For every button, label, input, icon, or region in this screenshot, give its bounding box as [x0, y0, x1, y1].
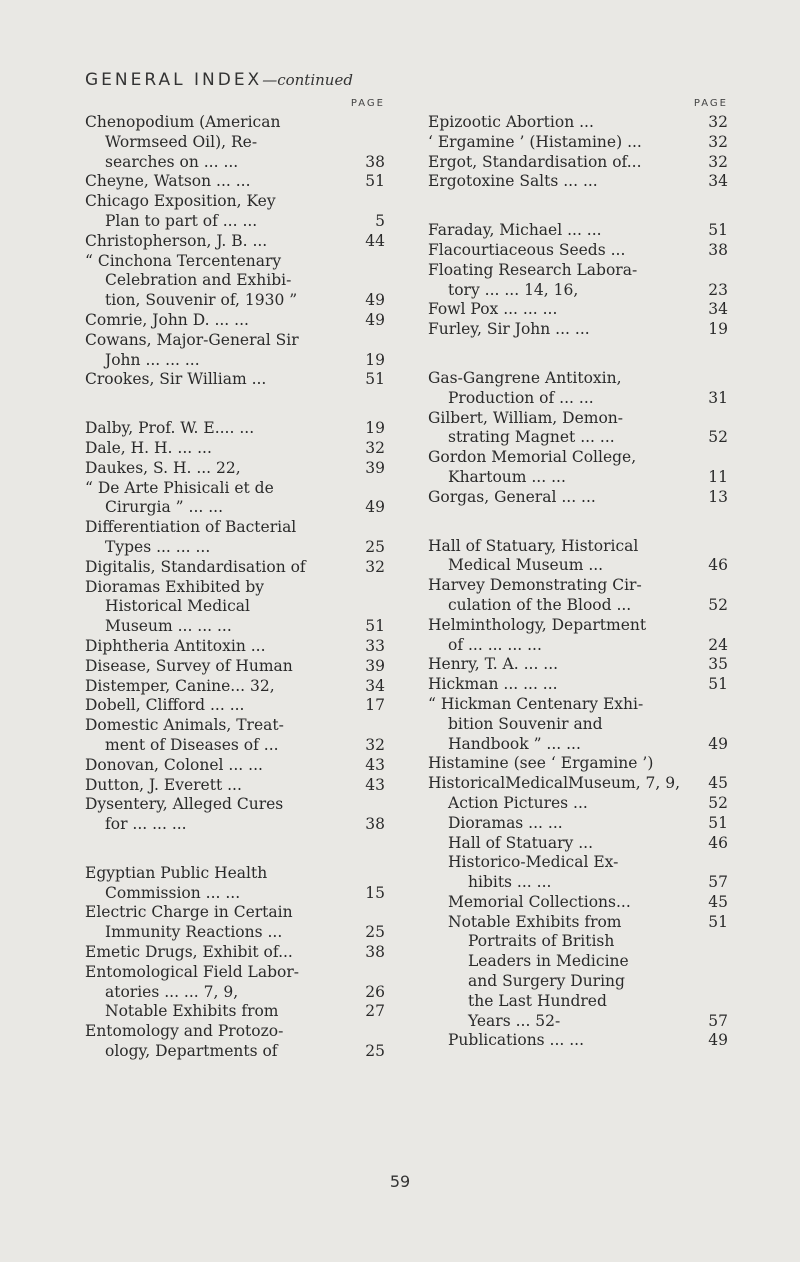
entry-text: Histamine (see ‘ Ergamine ’): [428, 754, 654, 773]
index-entry: [85, 637, 385, 657]
entry-text: HistoricalMedicalMuseum, 7, 9,: [428, 774, 681, 793]
entry-page: 49: [361, 291, 385, 311]
entry-page: 23: [704, 281, 728, 301]
index-entry: [428, 774, 728, 794]
entry-text: Types ... ... ...: [105, 537, 211, 556]
entry-text: Historico-Medical Ex-: [448, 853, 619, 872]
entry-text: tion, Souvenir of, 1930 ”: [105, 291, 298, 310]
index-entry: [428, 794, 728, 814]
entry-text: Dioramas ... ...: [448, 813, 563, 832]
index-entry: [428, 913, 728, 1032]
entry-page: 26: [361, 983, 385, 1003]
entry-text: Flacourtiaceous Seeds ...: [428, 240, 626, 259]
entry-page: 45: [704, 774, 728, 794]
index-entry: [85, 963, 385, 1003]
entry-page: 51: [704, 814, 728, 834]
entry-text: Memorial Collections...: [448, 892, 631, 911]
index-entry: [85, 943, 385, 963]
entry-page: 33: [361, 637, 385, 657]
entry-text: Years ... 52-: [468, 1011, 561, 1030]
entry-page: 57: [704, 873, 728, 893]
entry-text: “ Hickman Centenary Exhi-: [428, 694, 644, 713]
index-entry: [428, 409, 728, 449]
index-entry: [85, 459, 385, 479]
index-entry: [428, 172, 728, 192]
entry-text: Plan to part of ... ...: [105, 211, 258, 230]
entry-page: 51: [361, 172, 385, 192]
entry-page: 38: [361, 943, 385, 963]
entry-text: Portraits of British: [468, 932, 615, 951]
index-entries-right: [428, 113, 728, 1051]
entry-text: Floating Research Labora-: [428, 260, 638, 279]
entry-text: Ergotoxine Salts ... ...: [428, 172, 598, 191]
index-entry: [428, 537, 728, 577]
index-entry: [428, 113, 728, 133]
index-entry: [428, 300, 728, 320]
index-entry: [85, 677, 385, 697]
entry-text: Dalby, Prof. W. E.... ...: [85, 419, 255, 438]
index-entry: [85, 439, 385, 459]
index-entry: [85, 479, 385, 519]
entry-text: Differentiation of Bacterial: [85, 518, 297, 537]
entry-page: 19: [361, 351, 385, 371]
letter-gap: [428, 508, 728, 537]
entry-text: Fowl Pox ... ... ...: [428, 300, 558, 319]
index-entry: [85, 113, 385, 172]
entry-page: 52: [704, 596, 728, 616]
index-entry: [85, 419, 385, 439]
entry-text: Henry, T. A. ... ...: [428, 655, 559, 674]
index-entry: [85, 518, 385, 558]
index-entry: [428, 754, 728, 774]
entry-page: 38: [361, 153, 385, 173]
entry-text: Crookes, Sir William ...: [85, 370, 267, 389]
entry-text: Gordon Memorial College,: [428, 448, 637, 467]
entry-text: Museum ... ... ...: [105, 617, 232, 636]
entry-text: the Last Hundred: [468, 991, 607, 1010]
entry-text: Comrie, John D. ... ...: [85, 310, 249, 329]
entry-text: Medical Museum ...: [448, 556, 604, 575]
entry-text: Distemper, Canine... 32,: [85, 676, 275, 695]
index-entry: [85, 172, 385, 192]
index-entry: [85, 578, 385, 637]
index-entry: [428, 448, 728, 488]
entry-text: Cheyne, Watson ... ...: [85, 172, 251, 191]
index-entry: [85, 370, 385, 390]
entry-text: ‘ Ergamine ’ (Histamine) ...: [428, 132, 642, 151]
entry-text: Gas-Gangrene Antitoxin,: [428, 368, 622, 387]
entry-text: Historical Medical: [105, 597, 250, 616]
index-entry: [85, 696, 385, 716]
entry-page: 51: [361, 370, 385, 390]
entry-text: Furley, Sir John ... ...: [428, 320, 590, 339]
entry-page: 19: [704, 320, 728, 340]
letter-gap: [428, 192, 728, 221]
entry-text: of ... ... ... ...: [448, 635, 542, 654]
entry-text: Electric Charge in Certain: [85, 903, 293, 922]
entry-text: “ Cinchona Tercentenary: [85, 251, 282, 270]
entry-page: 25: [361, 1042, 385, 1062]
entry-page: 45: [704, 893, 728, 913]
entry-text: Ergot, Standardisation of...: [428, 152, 642, 171]
entry-text: Chicago Exposition, Key: [85, 192, 276, 211]
entry-page: 32: [361, 439, 385, 459]
entry-text: strating Magnet ... ...: [448, 428, 615, 447]
entry-text: Celebration and Exhibi-: [105, 271, 292, 290]
entry-page: 46: [704, 834, 728, 854]
entry-text: Dutton, J. Everett ...: [85, 775, 242, 794]
entry-page: 34: [361, 677, 385, 697]
entry-page: 43: [361, 776, 385, 796]
index-entry: [428, 369, 728, 409]
entry-page: 25: [361, 538, 385, 558]
entry-page: 39: [361, 459, 385, 479]
entry-page: 38: [704, 241, 728, 261]
entry-page: 43: [361, 756, 385, 776]
entry-text: Egyptian Public Health: [85, 863, 268, 882]
index-header: [85, 70, 353, 90]
entry-page: 32: [704, 113, 728, 133]
entry-text: Leaders in Medicine: [468, 952, 629, 971]
entry-page: 52: [704, 428, 728, 448]
entry-text: bition Souvenir and: [448, 714, 603, 733]
entry-page: 17: [361, 696, 385, 716]
entry-page: 52: [704, 794, 728, 814]
index-entry: [428, 488, 728, 508]
entry-text: Dobell, Clifford ... ...: [85, 696, 245, 715]
index-entry: [428, 675, 728, 695]
index-entry: [428, 655, 728, 675]
entry-text: Notable Exhibits from: [105, 1002, 279, 1021]
entry-page: 5: [371, 212, 385, 232]
entry-text: atories ... ... 7, 9,: [105, 982, 239, 1001]
entry-text: Gorgas, General ... ...: [428, 487, 596, 506]
entry-text: Emetic Drugs, Exhibit of...: [85, 943, 293, 962]
entry-page: 49: [361, 311, 385, 331]
index-entry: [85, 795, 385, 835]
entry-page: 32: [704, 153, 728, 173]
entry-text: Daukes, S. H. ... 22,: [85, 458, 241, 477]
letter-gap: [85, 835, 385, 864]
entry-text: Production of ... ...: [448, 388, 594, 407]
entry-text: Disease, Survey of Human: [85, 656, 293, 675]
entry-text: Hickman ... ... ...: [428, 675, 558, 694]
entry-text: Diphtheria Antitoxin ...: [85, 636, 266, 655]
index-column-right: [428, 98, 728, 1051]
entry-text: Christopherson, J. B. ...: [85, 231, 268, 250]
entry-text: ology, Departments of: [105, 1042, 278, 1061]
index-entry: [85, 558, 385, 578]
index-entry: [428, 1031, 728, 1051]
entry-page: 32: [361, 558, 385, 578]
entry-page: 31: [704, 389, 728, 409]
index-entry: [85, 864, 385, 904]
index-entry: [428, 814, 728, 834]
entry-text: culation of the Blood ...: [448, 595, 632, 614]
entry-page: 34: [704, 172, 728, 192]
entry-page: 19: [361, 419, 385, 439]
entry-text: Immunity Reactions ...: [105, 923, 283, 942]
index-entry: [85, 232, 385, 252]
entry-page: 35: [704, 655, 728, 675]
entry-page-first: 51: [704, 913, 728, 933]
page-number: 59: [389, 1172, 411, 1191]
index-entry: [85, 716, 385, 756]
index-entry: [428, 834, 728, 854]
entry-text: Harvey Demonstrating Cir-: [428, 576, 642, 595]
entry-text: John ... ... ...: [105, 350, 200, 369]
entry-text: Notable Exhibits from: [448, 912, 622, 931]
entry-text: Entomological Field Labor-: [85, 962, 299, 981]
entry-page: 51: [361, 617, 385, 637]
entry-page: 38: [361, 815, 385, 835]
entry-page: 34: [704, 300, 728, 320]
entry-text: Khartoum ... ...: [448, 467, 566, 486]
index-entry: [428, 241, 728, 261]
index-entry: [428, 133, 728, 153]
index-entry: [85, 776, 385, 796]
index-entry: [428, 893, 728, 913]
index-entry: [428, 695, 728, 754]
index-entries-left: [85, 113, 385, 1062]
entry-page: 49: [704, 1031, 728, 1051]
entry-text: Entomology and Protozo-: [85, 1022, 284, 1041]
entry-text: searches on ... ...: [105, 152, 239, 171]
index-entry: [85, 756, 385, 776]
index-entry: [85, 1002, 385, 1022]
letter-gap: [428, 340, 728, 369]
index-entry: [85, 903, 385, 943]
entry-page: 51: [704, 221, 728, 241]
entry-text: “ De Arte Phisicali et de: [85, 478, 274, 497]
entry-text: Faraday, Michael ... ...: [428, 221, 602, 240]
index-entry: [85, 331, 385, 371]
entry-text: Helminthology, Department: [428, 615, 647, 634]
index-entry: [428, 616, 728, 656]
entry-page: 49: [361, 498, 385, 518]
entry-text: tory ... ... 14, 16,: [448, 280, 579, 299]
entry-page: 11: [704, 468, 728, 488]
entry-page: 25: [361, 923, 385, 943]
index-entry: [428, 853, 728, 893]
page-column-label: PAGE: [693, 98, 728, 109]
page-column-label: PAGE: [350, 98, 385, 109]
entry-text: Commission ... ...: [105, 883, 241, 902]
entry-text: Wormseed Oil), Re-: [105, 132, 258, 151]
entry-text: Hall of Statuary, Historical: [428, 536, 639, 555]
entry-text: Hall of Statuary ...: [448, 833, 594, 852]
index-column-left: [85, 98, 385, 1062]
index-entry: [85, 657, 385, 677]
entry-page: 39: [361, 657, 385, 677]
index-entry: [85, 192, 385, 232]
index-entry: [85, 1022, 385, 1062]
entry-text: Domestic Animals, Treat-: [85, 716, 284, 735]
entry-text: ment of Diseases of ...: [105, 735, 279, 754]
entry-text: Donovan, Colonel ... ...: [85, 755, 263, 774]
entry-page: 15: [361, 884, 385, 904]
entry-text: Digitalis, Standardisation of: [85, 557, 306, 576]
entry-page: 27: [361, 1002, 385, 1022]
index-entry: [428, 221, 728, 241]
entry-page: 46: [704, 556, 728, 576]
entry-text: and Surgery During: [468, 972, 625, 991]
index-entry: [428, 320, 728, 340]
entry-page: 49: [704, 735, 728, 755]
index-entry: [85, 311, 385, 331]
index-title: GENERAL INDEX: [85, 70, 263, 90]
entry-page: 51: [704, 675, 728, 695]
entry-text: Cirurgia ” ... ...: [105, 498, 224, 517]
entry-text: Chenopodium (American: [85, 113, 281, 131]
entry-text: Action Pictures ...: [448, 793, 588, 812]
entry-text: Dioramas Exhibited by: [85, 577, 264, 596]
entry-text: Cowans, Major-General Sir: [85, 330, 299, 349]
entry-page: 24: [704, 636, 728, 656]
entry-text: Epizootic Abortion ...: [428, 113, 594, 131]
entry-text: Dale, H. H. ... ...: [85, 438, 212, 457]
index-entry: [428, 576, 728, 616]
entry-page: 57: [704, 1012, 728, 1032]
entry-text: Dysentery, Alleged Cures: [85, 795, 284, 814]
entry-text: hibits ... ...: [468, 873, 552, 892]
entry-text: for ... ... ...: [105, 815, 187, 834]
letter-gap: [85, 390, 385, 419]
entry-text: Publications ... ...: [448, 1031, 585, 1050]
entry-page: 13: [704, 488, 728, 508]
entry-page: 32: [704, 133, 728, 153]
index-entry: [85, 252, 385, 311]
index-entry: [428, 153, 728, 173]
entry-text: Handbook ” ... ...: [448, 734, 581, 753]
entry-page: 44: [361, 232, 385, 252]
entry-text: Gilbert, William, Demon-: [428, 408, 624, 427]
index-entry: [428, 261, 728, 301]
index-continued: —continued: [262, 71, 353, 89]
entry-page: 32: [361, 736, 385, 756]
